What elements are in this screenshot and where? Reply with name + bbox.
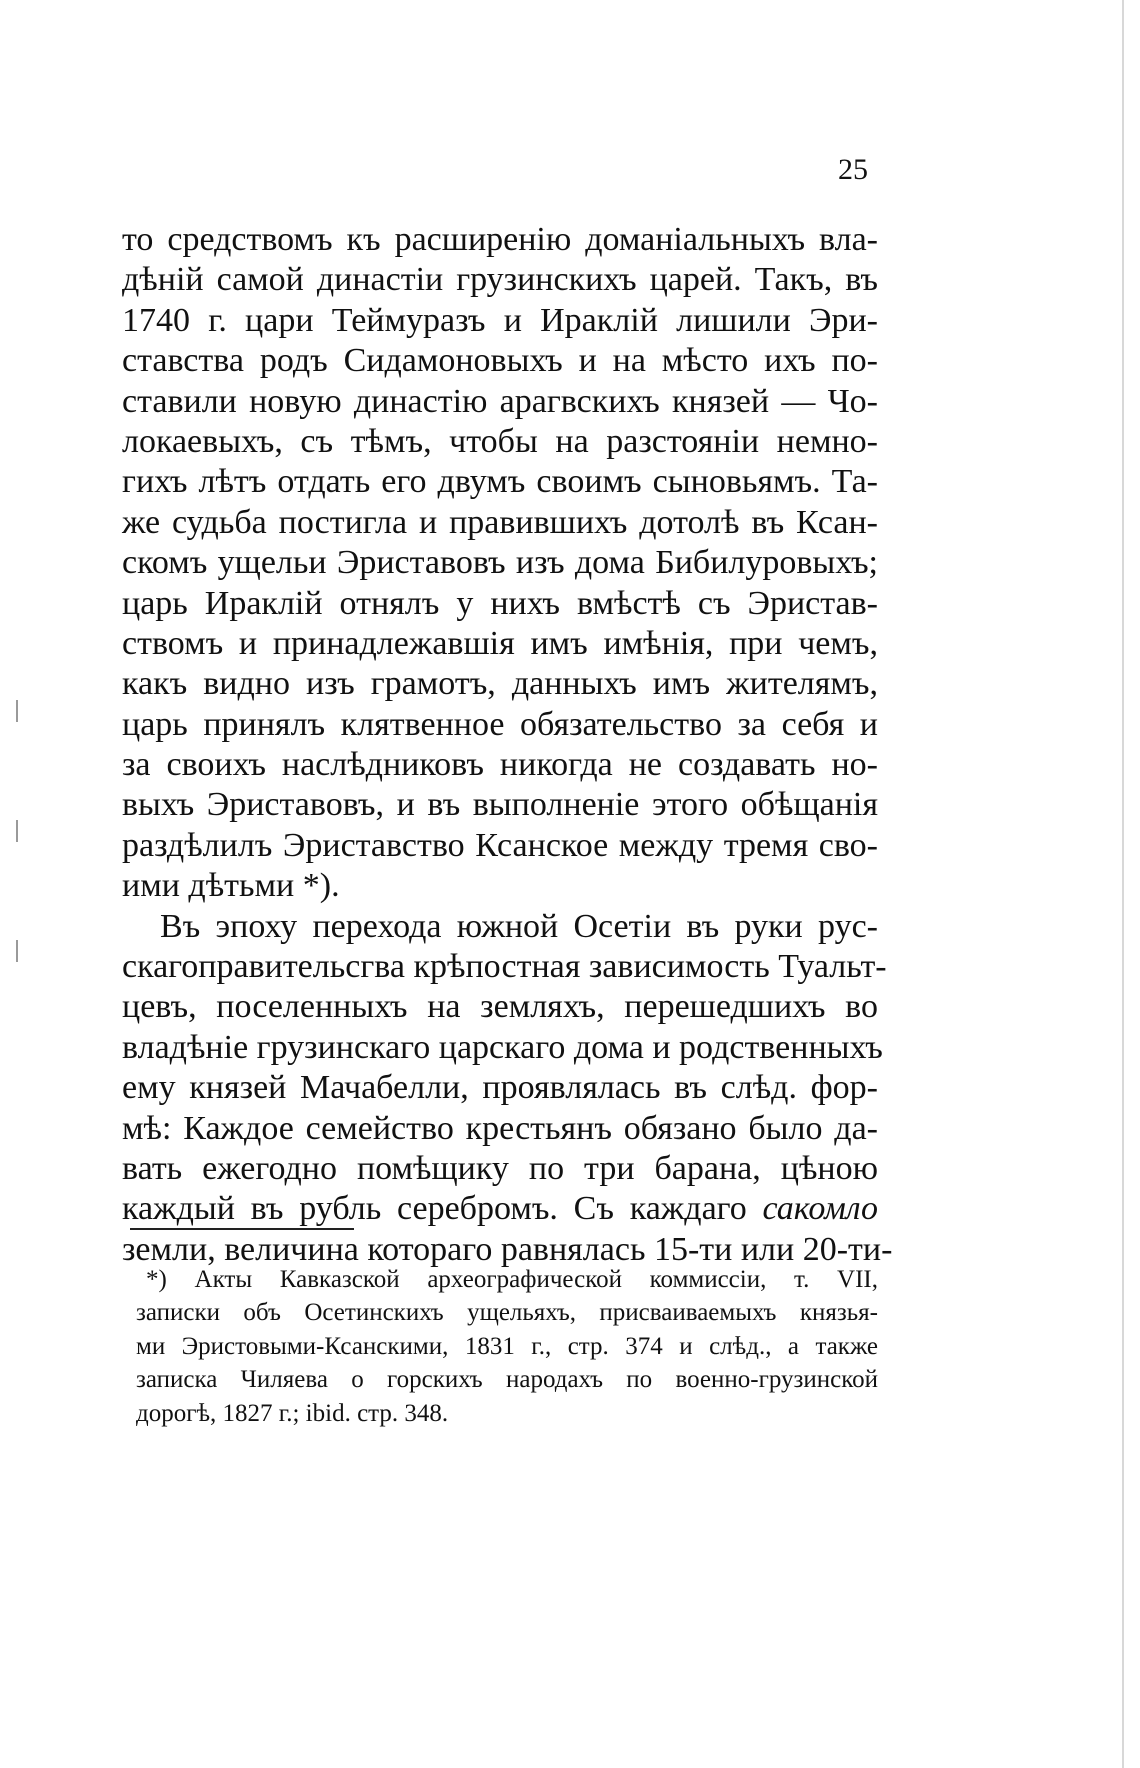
text-line: раздѣлилъ Эриставство Ксанское между тремя сво- xyxy=(122,826,878,864)
text-line: ими дѣтьми *). xyxy=(122,867,340,905)
text-line: цевъ, поселенныхъ на земляхъ, перешедшихъ во xyxy=(122,988,878,1026)
text-line: выхъ Эриставовъ, и въ выполненіе этого обѣщанія xyxy=(122,786,878,824)
text-line: мѣ: Каждое семейство крестьянъ обязано было да- xyxy=(122,1109,878,1147)
scan-mark xyxy=(16,820,18,842)
text-line: владѣніе грузинскаго царскаго дома и родственныхъ xyxy=(122,1028,883,1066)
text-line: земли, величина котораго равнялась 15-ти или 20-ти- xyxy=(122,1230,893,1268)
text-line: ствомъ и принадлежавшія имъ имѣнія, при чемъ, xyxy=(122,624,878,662)
main-text xyxy=(122,220,893,1270)
text-segment: каждый въ рубль серебромъ. Съ каждаго xyxy=(122,1190,747,1228)
scan-mark xyxy=(16,700,18,722)
text-line: 1740 г. цари Теймуразъ и Ираклій лишили Эри- xyxy=(122,301,878,339)
italic-term: сакомло xyxy=(762,1190,879,1228)
scan-mark xyxy=(16,940,18,962)
footnote-line: *) Акты Кавказской археографической коммиссіи, т. VII, xyxy=(146,1266,878,1293)
text-line: гихъ лѣтъ отдать его двумъ своимъ сыновьямъ. Та- xyxy=(122,463,878,501)
footnote xyxy=(136,1263,878,1430)
text-line: дѣній самой династіи грузинскихъ царей. Такъ, въ xyxy=(122,261,878,299)
text-line: скомъ ущельи Эриставовъ изъ дома Бибилуровыхъ; xyxy=(122,544,878,582)
text-line: ставства родъ Сидамоновыхъ и на мѣсто ихъ по- xyxy=(122,342,878,380)
page-number: 25 xyxy=(838,153,868,186)
text-line: локаевыхъ, съ тѣмъ, чтобы на разстояніи немно- xyxy=(122,422,878,460)
text-line: за своихъ наслѣдниковъ никогда не создавать но- xyxy=(122,746,878,784)
footnote-rule xyxy=(130,1228,354,1230)
text-line-with-italic xyxy=(122,1189,878,1229)
text-line: скагоправительсгва крѣпостная зависимость Туальт- xyxy=(122,948,887,986)
text-line: царь Ираклій отнялъ у нихъ вмѣстѣ съ Эристав- xyxy=(122,584,878,622)
text-line: ставили новую династію арагвскихъ князей — Чо- xyxy=(122,382,878,420)
text-line: Въ эпоху перехода южной Осетіи въ руки рус- xyxy=(160,907,878,945)
footnote-line: записка Чиляева о горскихъ народахъ по военно-грузинской xyxy=(136,1366,878,1394)
text-line: царь принялъ клятвенное обязательство за себя и xyxy=(122,705,878,743)
text-line: же судьба постигла и правившихъ дотолѣ въ Ксан- xyxy=(122,503,878,541)
footnote-line: записки объ Осетинскихъ ущельяхъ, присваиваемыхъ князья- xyxy=(136,1299,878,1327)
text-line: какъ видно изъ грамотъ, данныхъ имъ жителямъ, xyxy=(122,665,878,703)
text-line: ему князей Мачабелли, проявлялась въ слѣд. фор- xyxy=(122,1069,878,1107)
scan-edge xyxy=(1122,0,1124,1768)
text-line: то средствомъ къ расширенію доманіальныхъ вла- xyxy=(122,221,878,258)
footnote-line: дорогѣ, 1827 г.; ibid. стр. 348. xyxy=(136,1399,449,1427)
footnote-line: ми Эристовыми-Ксанскими, 1831 г., стр. 374 и слѣд., а также xyxy=(136,1332,878,1360)
text-line: вать ежегодно помѣщику по три барана, цѣною xyxy=(122,1149,878,1187)
